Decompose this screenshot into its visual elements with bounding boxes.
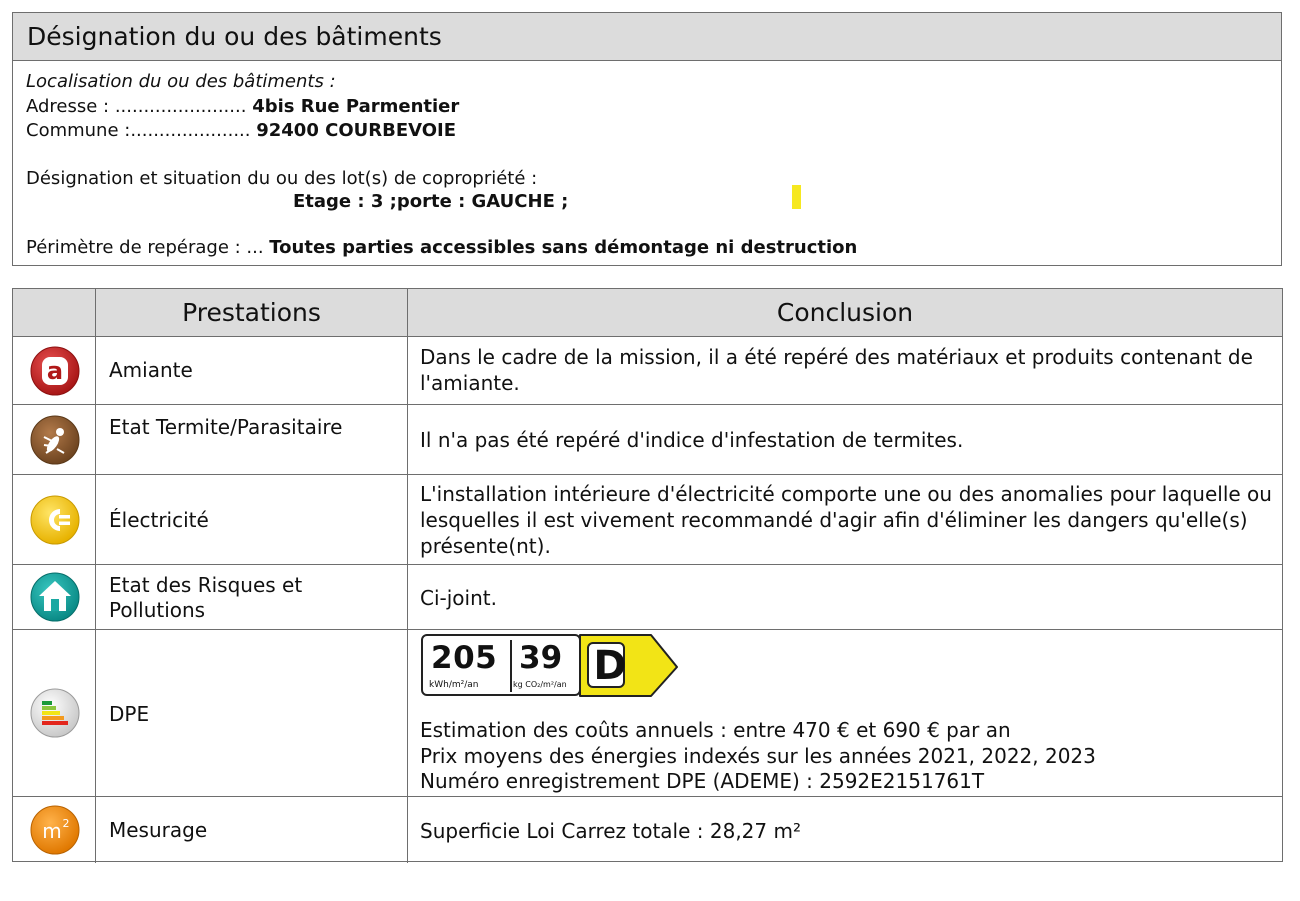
prestation-label: Amiante	[109, 358, 193, 382]
table-row	[13, 475, 1282, 565]
perimeter-value: Toutes parties accessibles sans démontage ni destruction	[269, 237, 858, 258]
table-header-row	[13, 289, 1282, 337]
conclusion-text: Il n'a pas été repéré d'indice d'infestation de termites.	[420, 428, 964, 452]
prestation-label: Mesurage	[109, 818, 208, 842]
table-row	[13, 405, 1282, 475]
conclusion-text: L'installation intérieure d'électricité comporte une ou des anomalies pour laquelle ou lesquelles il est vivement recommandé d'agir afin d'éliminer les dangers qu'elle(s) présente(nt).	[420, 482, 1272, 558]
address-label: Adresse : .......................	[26, 96, 247, 117]
table-row	[13, 797, 1282, 863]
svg-text:a: a	[46, 357, 64, 385]
svg-text:m: m	[42, 819, 62, 843]
dpe-values-box	[421, 634, 581, 696]
services-table	[12, 288, 1283, 862]
header-conclusion: Conclusion	[776, 298, 914, 327]
address-value: 4bis Rue Parmentier	[252, 96, 460, 117]
commune-value: 92400 COURBEVOIE	[256, 120, 457, 141]
localisation-label: Localisation du ou des bâtiments :	[26, 71, 336, 92]
commune-label: Commune :.....................	[26, 120, 251, 141]
table-row	[13, 337, 1282, 405]
designation-label: Désignation et situation du ou des lot(s) de copropriété :	[26, 168, 538, 189]
building-designation-section	[12, 12, 1282, 266]
prestation-label: Etat des Risques et Pollutions	[109, 573, 303, 622]
dpe-class-letter: D	[593, 643, 627, 689]
table-row	[13, 630, 1282, 797]
svg-text:2: 2	[62, 817, 70, 830]
highlight-marker	[792, 185, 801, 209]
dpe-energy-label	[421, 634, 683, 710]
prestation-label: Électricité	[109, 508, 209, 532]
dpe-cost-estimate: Estimation des coûts annuels : entre 470 € et 690 € par an	[420, 718, 1011, 742]
energy-value: 205	[431, 640, 498, 676]
conclusion-text: Dans le cadre de la mission, il a été repéré des matériaux et produits contenant de l'amiante.	[420, 345, 1253, 395]
perimeter-label: Périmètre de repérage : ...	[26, 237, 264, 258]
ges-value: 39	[519, 640, 563, 676]
dpe-registration-number: Numéro enregistrement DPE (ADEME) : 2592E2151761T	[420, 769, 985, 793]
divider	[510, 640, 512, 692]
termite-insect-icon	[30, 415, 80, 465]
address-line	[26, 96, 459, 117]
ges-unit: kg CO₂/m²/an	[513, 680, 567, 689]
header-prestations: Prestations	[96, 289, 408, 336]
table-row	[13, 565, 1282, 630]
perimeter-line	[26, 237, 857, 258]
section-title: Désignation du ou des bâtiments	[13, 13, 1281, 61]
prestation-label: Etat Termite/Parasitaire	[109, 415, 343, 439]
conclusion-text: Superficie Loi Carrez totale : 28,27 m²	[420, 819, 801, 843]
header-icon-cell	[13, 289, 96, 336]
dpe-energy-prices: Prix moyens des énergies indexés sur les années 2021, 2022, 2023	[420, 744, 1096, 768]
conclusion-text: Ci-joint.	[420, 586, 497, 610]
energy-bars-icon	[30, 688, 80, 738]
energy-unit: kWh/m²/an	[429, 680, 479, 690]
house-risk-icon	[30, 572, 80, 622]
commune-line	[26, 120, 456, 141]
m2-area-icon	[30, 805, 80, 855]
prestation-label: DPE	[109, 702, 150, 726]
asbestos-a-icon	[30, 346, 80, 396]
designation-value: Etage : 3 ;porte : GAUCHE ;	[293, 191, 569, 212]
electric-plug-icon	[30, 495, 80, 545]
